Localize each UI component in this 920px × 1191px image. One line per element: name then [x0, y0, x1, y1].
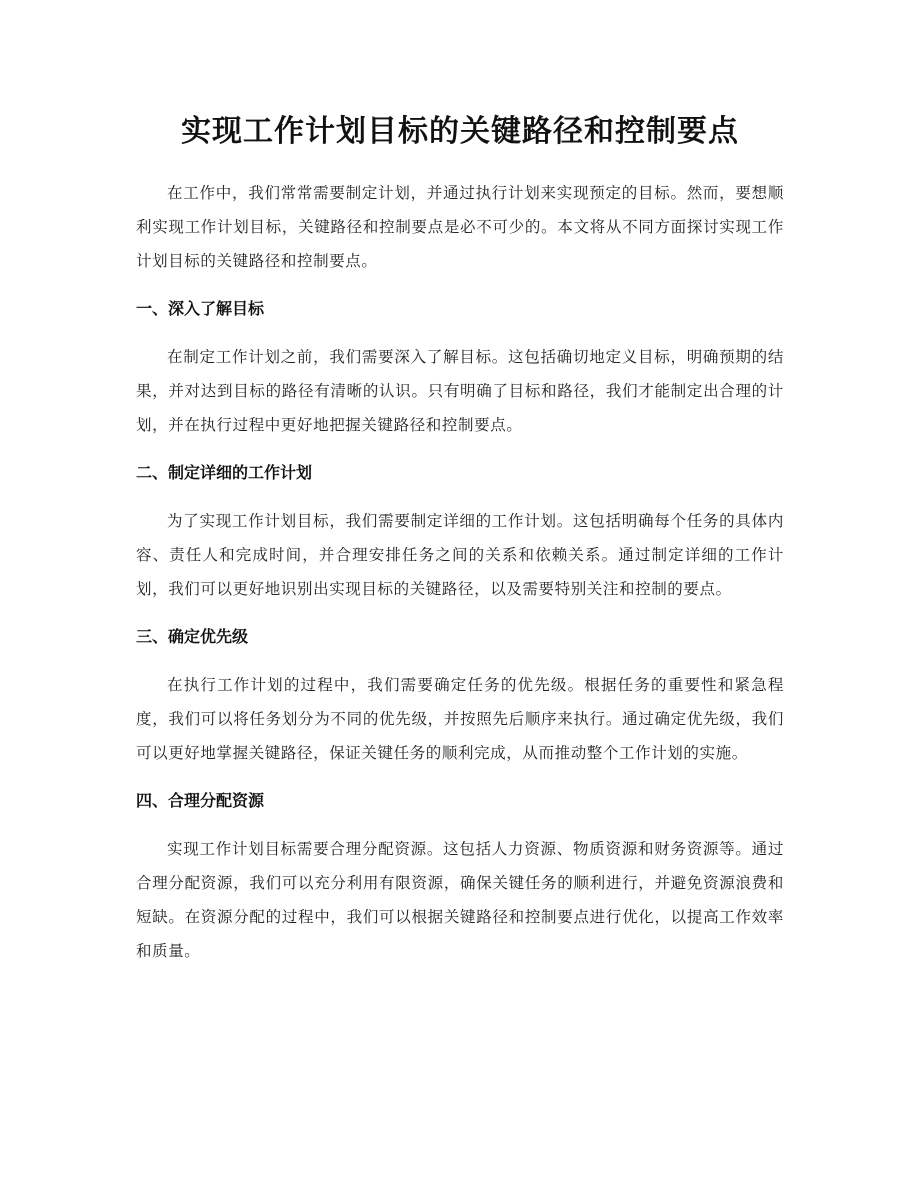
section-2-paragraph: 为了实现工作计划目标，我们需要制定详细的工作计划。这包括明确每个任务的具体内容、责任人和完成时间，并合理安排任务之间的关系和依赖关系。通过制定详细的工作计划，我们可以更好地识别出实现目标的关键路径，以及需要特别关注和控制的要点。	[136, 512, 784, 598]
section-1-paragraph: 在制定工作计划之前，我们需要深入了解目标。这包括确切地定义目标，明确预期的结果，并对达到目标的路径有清晰的认识。只有明确了目标和路径，我们才能制定出合理的计划，并在执行过程中更好地把握关键路径和控制要点。	[136, 348, 784, 434]
document-body	[136, 176, 784, 968]
section-4-heading: 四、合理分配资源	[136, 791, 265, 810]
section-2-heading: 二、制定详细的工作计划	[136, 463, 313, 482]
section-3-heading: 三、确定优先级	[136, 627, 249, 646]
intro-paragraph: 在工作中，我们常常需要制定计划，并通过执行计划来实现预定的目标。然而，要想顺利实现工作计划目标，关键路径和控制要点是必不可少的。本文将从不同方面探讨实现工作计划目标的关键路径和控制要点。	[136, 184, 784, 270]
document-title: 实现工作计划目标的关键路径和控制要点	[181, 114, 739, 149]
section-4-paragraph: 实现工作计划目标需要合理分配资源。这包括人力资源、物质资源和财务资源等。通过合理分配资源，我们可以充分利用有限资源，确保关键任务的顺利进行，并避免资源浪费和短缺。在资源分配的过程中，我们可以根据关键路径和控制要点进行优化，以提高工作效率和质量。	[136, 840, 784, 960]
section-3-paragraph: 在执行工作计划的过程中，我们需要确定任务的优先级。根据任务的重要性和紧急程度，我们可以将任务划分为不同的优先级，并按照先后顺序来执行。通过确定优先级，我们可以更好地掌握关键路径，保证关键任务的顺利完成，从而推动整个工作计划的实施。	[136, 676, 784, 762]
section-1-heading: 一、深入了解目标	[136, 299, 265, 318]
